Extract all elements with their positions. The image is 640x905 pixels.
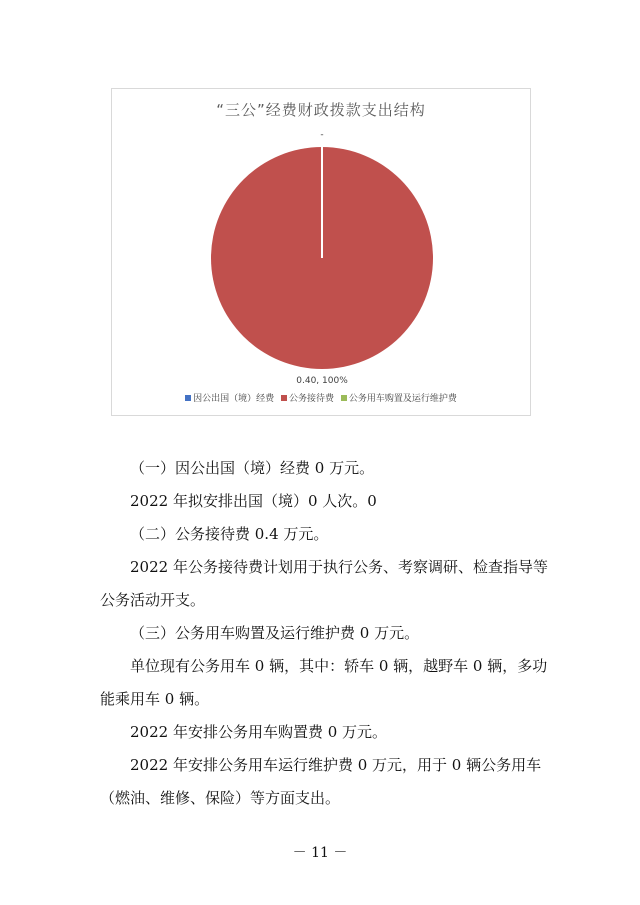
legend-label: 因公出国（境）经费 [193, 394, 275, 404]
paragraph: 2022 年公务接待费计划用于执行公务、考察调研、检查指导等公务活动开支。 [100, 558, 548, 609]
legend-label: 公务接待费 [288, 394, 334, 404]
chart-frame [111, 88, 531, 416]
legend-item [341, 391, 457, 404]
legend-label: 公务用车购置及运行维护费 [348, 394, 457, 404]
section-heading-1: （一）因公出国（境）经费 0 万元。 [130, 459, 375, 477]
body-text [100, 452, 560, 815]
legend-swatch [341, 395, 347, 401]
pie-chart [112, 89, 532, 389]
zero-value-label: - [320, 130, 324, 140]
paragraph: 2022 年安排公务用车购置费 0 万元。 [130, 723, 388, 741]
paragraph: 2022 年安排公务用车运行维护费 0 万元，用于 0 辆公务用车（燃油、维修、保险）等方面支出。 [100, 756, 542, 807]
legend-swatch [185, 395, 191, 401]
section-heading-3: （三）公务用车购置及运行维护费 0 万元。 [130, 624, 420, 642]
paragraph: 单位现有公务用车 0 辆，其中：轿车 0 辆，越野车 0 辆，多功能乘用车 0 辆。 [100, 657, 548, 708]
page-number: － 11 － [292, 845, 348, 861]
chart-title: “三公”经费财政拨款支出结构 [216, 101, 426, 119]
chart-legend [112, 391, 530, 404]
legend-item [185, 391, 274, 404]
paragraph: 2022 年拟安排出国（境）0 人次。0 [130, 492, 377, 510]
legend-swatch [281, 395, 287, 401]
data-label: 0.40, 100% [296, 376, 348, 386]
section-heading-2: （二）公务接待费 0.4 万元。 [130, 525, 329, 543]
legend-item [281, 391, 334, 404]
